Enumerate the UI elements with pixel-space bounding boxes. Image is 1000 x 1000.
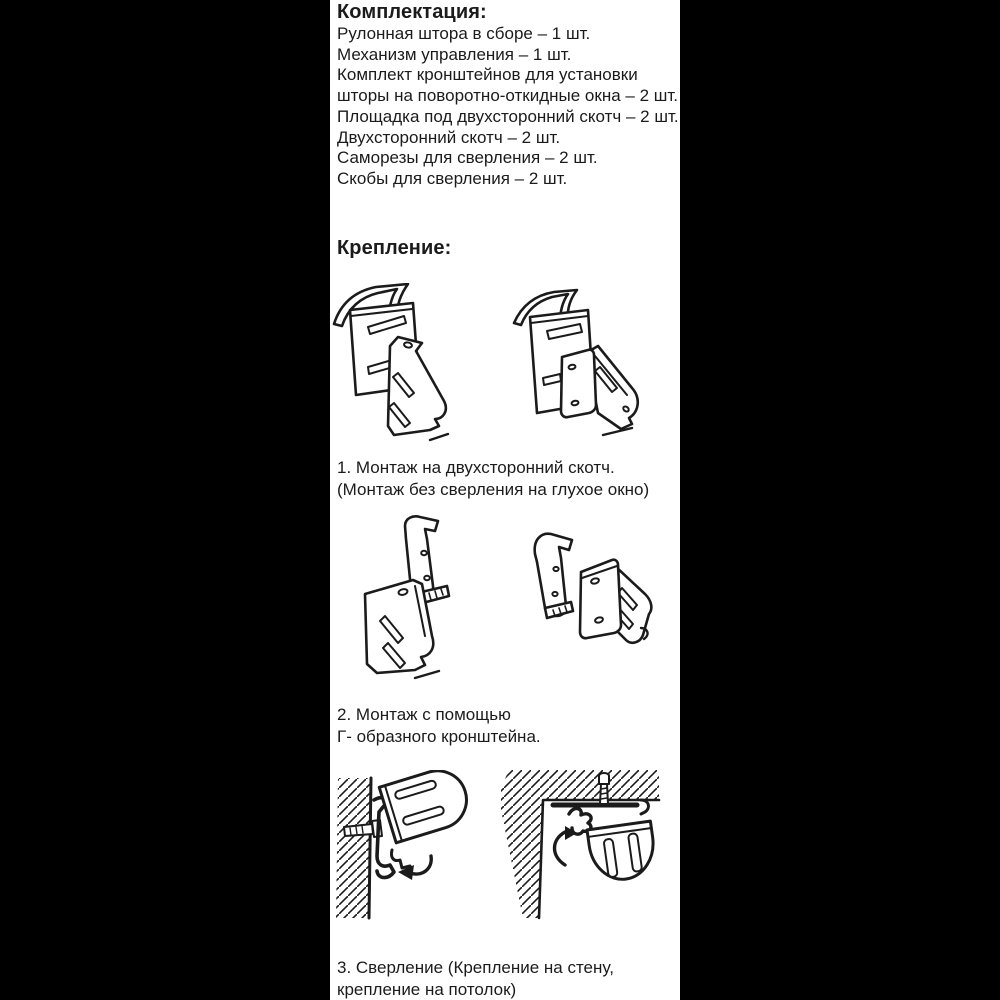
figure-l-bracket-mount	[330, 514, 680, 696]
figure-tape-mount	[330, 283, 680, 453]
parts-list-item: Скобы для сверления – 2 шт.	[337, 168, 568, 188]
parts-list-item: Рулонная штора в сборе – 1 шт.	[337, 24, 591, 43]
l-bracket-drawing-left-icon	[355, 514, 485, 696]
parts-list	[337, 24, 679, 190]
parts-list-heading: Комплектация:	[337, 1, 487, 23]
l-bracket-drawing-right-icon	[515, 514, 680, 696]
caption-line: 2. Монтаж с помощью	[337, 705, 511, 724]
left-letterbox	[0, 0, 330, 1000]
step-3-caption	[337, 957, 614, 1000]
caption-line: крепление на потолок)	[337, 979, 517, 999]
wall-mount-drawing-icon	[330, 770, 480, 950]
parts-list-item: Площадка под двухсторонний скотч – 2 шт.	[337, 106, 679, 126]
caption-line: 3. Сверление (Крепление на стену,	[337, 958, 614, 977]
tape-mount-drawing-right-icon	[500, 283, 648, 453]
step-1-caption	[337, 457, 649, 500]
figure-drill-mount	[330, 768, 680, 950]
caption-line: 1. Монтаж на двухсторонний скотч.	[337, 458, 615, 477]
parts-list-item: Саморезы для сверления – 2 шт.	[337, 148, 598, 168]
mounting-heading: Крепление:	[337, 237, 452, 259]
parts-list-item: Комплект кронштейнов для установки	[337, 65, 638, 85]
caption-line: Г- образного кронштейна.	[337, 726, 541, 746]
parts-list-item: Механизм управления – 1 шт.	[337, 44, 572, 64]
ceiling-mount-drawing-icon	[495, 770, 680, 950]
instruction-sheet	[330, 0, 680, 1000]
tape-mount-drawing-left-icon	[330, 283, 452, 453]
right-letterbox	[680, 0, 1000, 1000]
caption-line: (Монтаж без сверления на глухое окно)	[337, 479, 650, 499]
wall-hatch	[336, 778, 371, 918]
step-2-caption	[337, 704, 541, 747]
parts-list-item: Двухсторонний скотч – 2 шт.	[337, 127, 561, 147]
parts-list-item: шторы на поворотно-откидные окна – 2 шт.	[337, 86, 679, 106]
